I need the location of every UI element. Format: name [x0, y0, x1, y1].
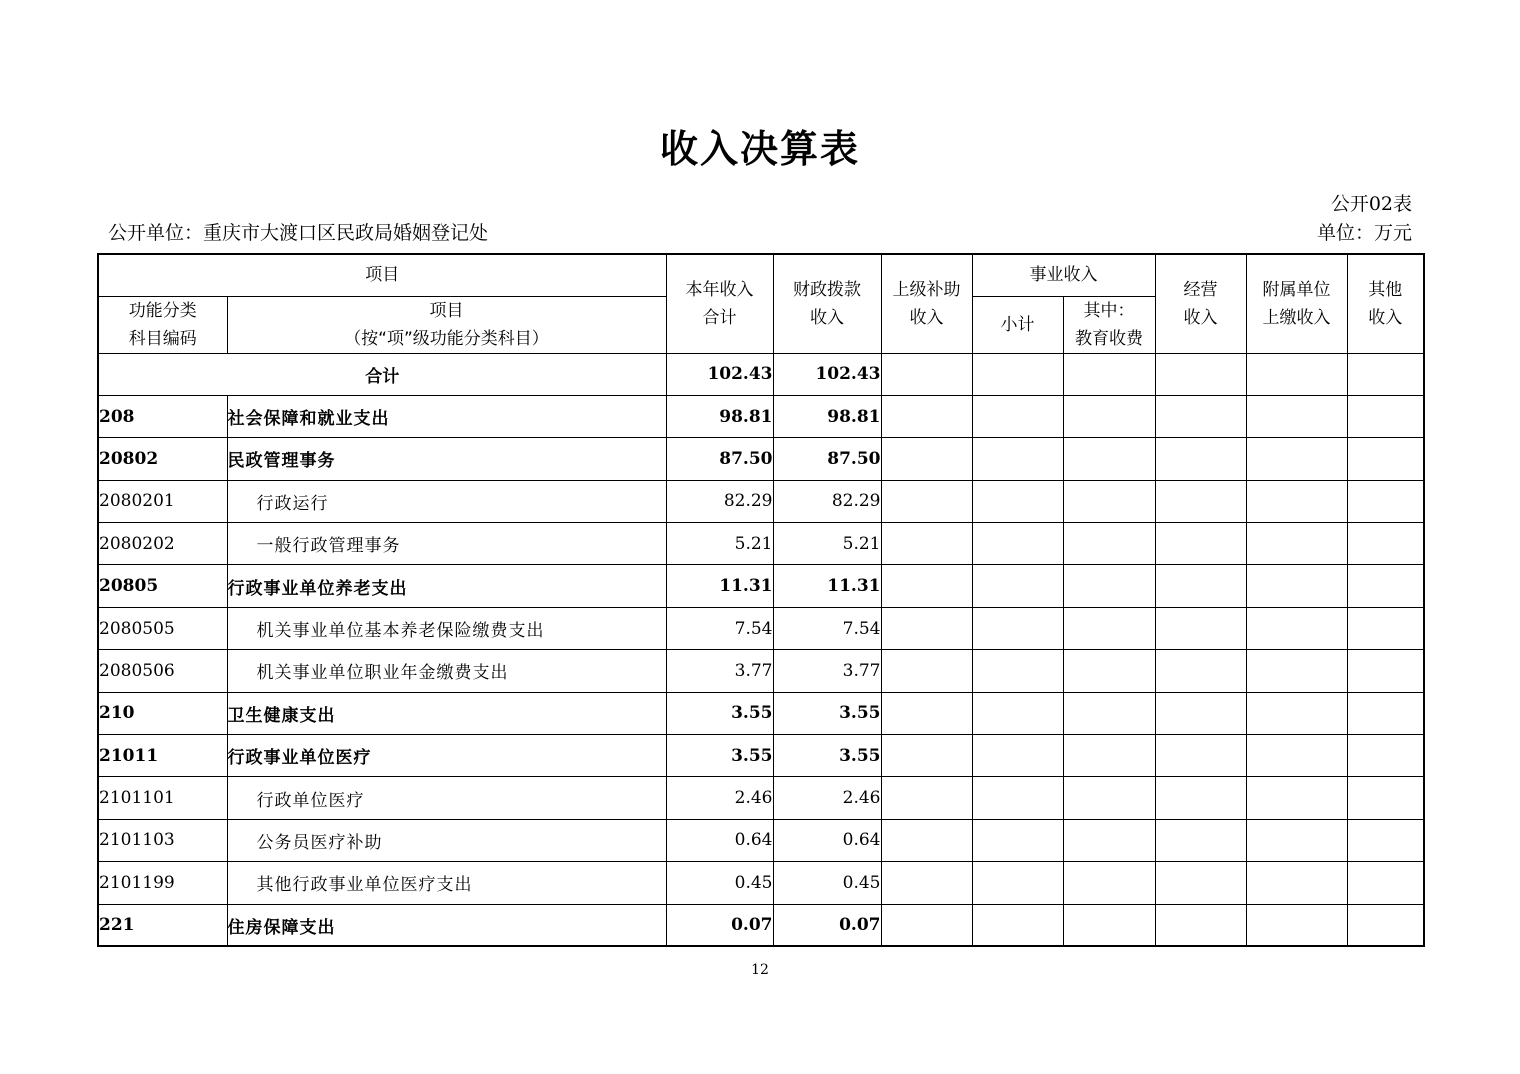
empty-cell: [1063, 819, 1155, 861]
empty-cell: [1155, 692, 1246, 734]
empty-cell: [1347, 480, 1424, 522]
empty-cell: [881, 735, 972, 777]
row-fiscal: 3.55: [773, 692, 881, 734]
row-total: 82.29: [666, 480, 773, 522]
empty-cell: [881, 819, 972, 861]
empty-cell: [972, 819, 1063, 861]
row-total: 3.55: [666, 692, 773, 734]
empty-cell: [1246, 395, 1347, 437]
row-total: 0.45: [666, 862, 773, 904]
empty-cell: [1155, 480, 1246, 522]
row-code: 2080202: [98, 523, 227, 565]
table-row: [98, 735, 1424, 777]
empty-cell: [1246, 565, 1347, 607]
empty-cell: [1063, 438, 1155, 480]
reporting-unit: 公开单位：重庆市大渡口区民政局婚姻登记处: [108, 222, 489, 244]
row-code: 20805: [98, 565, 227, 607]
empty-cell: [972, 650, 1063, 692]
empty-cell: [1246, 438, 1347, 480]
table-row: [98, 395, 1424, 437]
empty-cell: [1155, 565, 1246, 607]
empty-cell: [1246, 353, 1347, 395]
row-code: 20802: [98, 438, 227, 480]
empty-cell: [1155, 353, 1246, 395]
empty-cell: [1246, 650, 1347, 692]
empty-cell: [1155, 777, 1246, 819]
header-subtotal: 小计: [972, 296, 1063, 353]
row-name: 卫生健康支出: [227, 692, 666, 734]
empty-cell: [1063, 395, 1155, 437]
row-total: 7.54: [666, 607, 773, 649]
empty-cell: [1063, 565, 1155, 607]
empty-cell: [972, 735, 1063, 777]
row-fiscal: 82.29: [773, 480, 881, 522]
row-code: 208: [98, 395, 227, 437]
header-operating-income: 经营 收入: [1155, 254, 1246, 353]
header-code: 功能分类 科目编码: [98, 296, 227, 353]
empty-cell: [881, 650, 972, 692]
empty-cell: [1246, 523, 1347, 565]
row-total: 0.64: [666, 819, 773, 861]
total-row: [98, 353, 1424, 395]
empty-cell: [1347, 565, 1424, 607]
row-fiscal: 7.54: [773, 607, 881, 649]
row-name: 机关事业单位基本养老保险缴费支出: [227, 607, 666, 649]
row-name: 社会保障和就业支出: [227, 395, 666, 437]
empty-cell: [1063, 650, 1155, 692]
empty-cell: [972, 565, 1063, 607]
empty-cell: [1347, 650, 1424, 692]
empty-cell: [1063, 904, 1155, 946]
empty-cell: [1155, 650, 1246, 692]
row-code: 21011: [98, 735, 227, 777]
empty-cell: [972, 862, 1063, 904]
empty-cell: [1155, 438, 1246, 480]
row-fiscal: 11.31: [773, 565, 881, 607]
row-total: 5.21: [666, 523, 773, 565]
empty-cell: [972, 692, 1063, 734]
empty-cell: [881, 565, 972, 607]
row-fiscal: 98.81: [773, 395, 881, 437]
row-name: 一般行政管理事务: [227, 523, 666, 565]
empty-cell: [1246, 777, 1347, 819]
empty-cell: [1347, 777, 1424, 819]
empty-cell: [1347, 692, 1424, 734]
empty-cell: [1347, 523, 1424, 565]
row-fiscal: 3.55: [773, 735, 881, 777]
empty-cell: [972, 523, 1063, 565]
row-name: 公务员医疗补助: [227, 819, 666, 861]
row-fiscal: 5.21: [773, 523, 881, 565]
empty-cell: [972, 777, 1063, 819]
row-code: 2101199: [98, 862, 227, 904]
empty-cell: [1155, 523, 1246, 565]
row-code: 210: [98, 692, 227, 734]
empty-cell: [881, 904, 972, 946]
empty-cell: [1063, 523, 1155, 565]
empty-cell: [1063, 480, 1155, 522]
row-total: 3.77: [666, 650, 773, 692]
row-name: 行政事业单位养老支出: [227, 565, 666, 607]
empty-cell: [881, 523, 972, 565]
income-table: [97, 253, 1425, 947]
empty-cell: [881, 692, 972, 734]
empty-cell: [1347, 353, 1424, 395]
empty-cell: [1246, 692, 1347, 734]
header-fiscal-income: 财政拨款 收入: [773, 254, 881, 353]
empty-cell: [1347, 904, 1424, 946]
row-total: 87.50: [666, 438, 773, 480]
row-fiscal: 0.64: [773, 819, 881, 861]
empty-cell: [972, 353, 1063, 395]
table-row: [98, 862, 1424, 904]
header-item-name: 项目 （按“项”级功能分类科目）: [227, 296, 666, 353]
table-row: [98, 650, 1424, 692]
row-fiscal: 87.50: [773, 438, 881, 480]
empty-cell: [1155, 862, 1246, 904]
empty-cell: [972, 438, 1063, 480]
row-code: 2080505: [98, 607, 227, 649]
row-name: 民政管理事务: [227, 438, 666, 480]
empty-cell: [1246, 735, 1347, 777]
empty-cell: [972, 395, 1063, 437]
row-fiscal: 2.46: [773, 777, 881, 819]
table-row: [98, 565, 1424, 607]
empty-cell: [1155, 735, 1246, 777]
table-row: [98, 438, 1424, 480]
empty-cell: [1063, 735, 1155, 777]
row-name: 机关事业单位职业年金缴费支出: [227, 650, 666, 692]
empty-cell: [972, 480, 1063, 522]
total-income-value: 102.43: [666, 353, 773, 395]
total-label: 合计: [98, 353, 666, 395]
empty-cell: [881, 862, 972, 904]
row-fiscal: 0.45: [773, 862, 881, 904]
row-code: 221: [98, 904, 227, 946]
header-education-fee: 其中： 教育收费: [1063, 296, 1155, 353]
header-superior-subsidy: 上级补助 收入: [881, 254, 972, 353]
table-row: [98, 819, 1424, 861]
row-total: 2.46: [666, 777, 773, 819]
currency-unit: 单位：万元: [1316, 222, 1412, 244]
empty-cell: [1063, 692, 1155, 734]
empty-cell: [972, 904, 1063, 946]
row-name: 其他行政事业单位医疗支出: [227, 862, 666, 904]
page-title: 收入决算表: [659, 127, 860, 171]
header-total-income: 本年收入 合计: [666, 254, 773, 353]
table-row: [98, 904, 1424, 946]
row-name: 行政事业单位医疗: [227, 735, 666, 777]
empty-cell: [881, 480, 972, 522]
empty-cell: [1246, 819, 1347, 861]
row-code: 2101101: [98, 777, 227, 819]
header-business-income: 事业收入: [972, 254, 1155, 296]
table-number: 公开02表: [1330, 193, 1412, 215]
empty-cell: [1063, 353, 1155, 395]
header-affiliated-income: 附属单位 上缴收入: [1246, 254, 1347, 353]
row-code: 2080201: [98, 480, 227, 522]
header-project-group: 项目: [98, 254, 666, 296]
empty-cell: [1347, 862, 1424, 904]
empty-cell: [1347, 735, 1424, 777]
empty-cell: [1347, 395, 1424, 437]
row-name: 行政单位医疗: [227, 777, 666, 819]
empty-cell: [881, 607, 972, 649]
table-row: [98, 692, 1424, 734]
row-total: 98.81: [666, 395, 773, 437]
empty-cell: [972, 607, 1063, 649]
row-name: 住房保障支出: [227, 904, 666, 946]
empty-cell: [1246, 607, 1347, 649]
empty-cell: [1347, 819, 1424, 861]
total-fiscal-value: 102.43: [773, 353, 881, 395]
table-row: [98, 777, 1424, 819]
header-other-income: 其他 收入: [1347, 254, 1424, 353]
empty-cell: [1246, 862, 1347, 904]
empty-cell: [1347, 438, 1424, 480]
table-row: [98, 607, 1424, 649]
row-total: 11.31: [666, 565, 773, 607]
empty-cell: [1063, 777, 1155, 819]
empty-cell: [881, 353, 972, 395]
empty-cell: [1063, 862, 1155, 904]
row-total: 0.07: [666, 904, 773, 946]
table-row: [98, 480, 1424, 522]
empty-cell: [1155, 904, 1246, 946]
empty-cell: [1063, 607, 1155, 649]
page-number: 12: [751, 962, 769, 978]
row-fiscal: 0.07: [773, 904, 881, 946]
row-fiscal: 3.77: [773, 650, 881, 692]
empty-cell: [1246, 480, 1347, 522]
row-code: 2101103: [98, 819, 227, 861]
empty-cell: [1347, 607, 1424, 649]
empty-cell: [1246, 904, 1347, 946]
row-name: 行政运行: [227, 480, 666, 522]
empty-cell: [881, 395, 972, 437]
table-row: [98, 523, 1424, 565]
empty-cell: [1155, 819, 1246, 861]
row-code: 2080506: [98, 650, 227, 692]
empty-cell: [1155, 607, 1246, 649]
empty-cell: [881, 777, 972, 819]
empty-cell: [1155, 395, 1246, 437]
empty-cell: [881, 438, 972, 480]
row-total: 3.55: [666, 735, 773, 777]
